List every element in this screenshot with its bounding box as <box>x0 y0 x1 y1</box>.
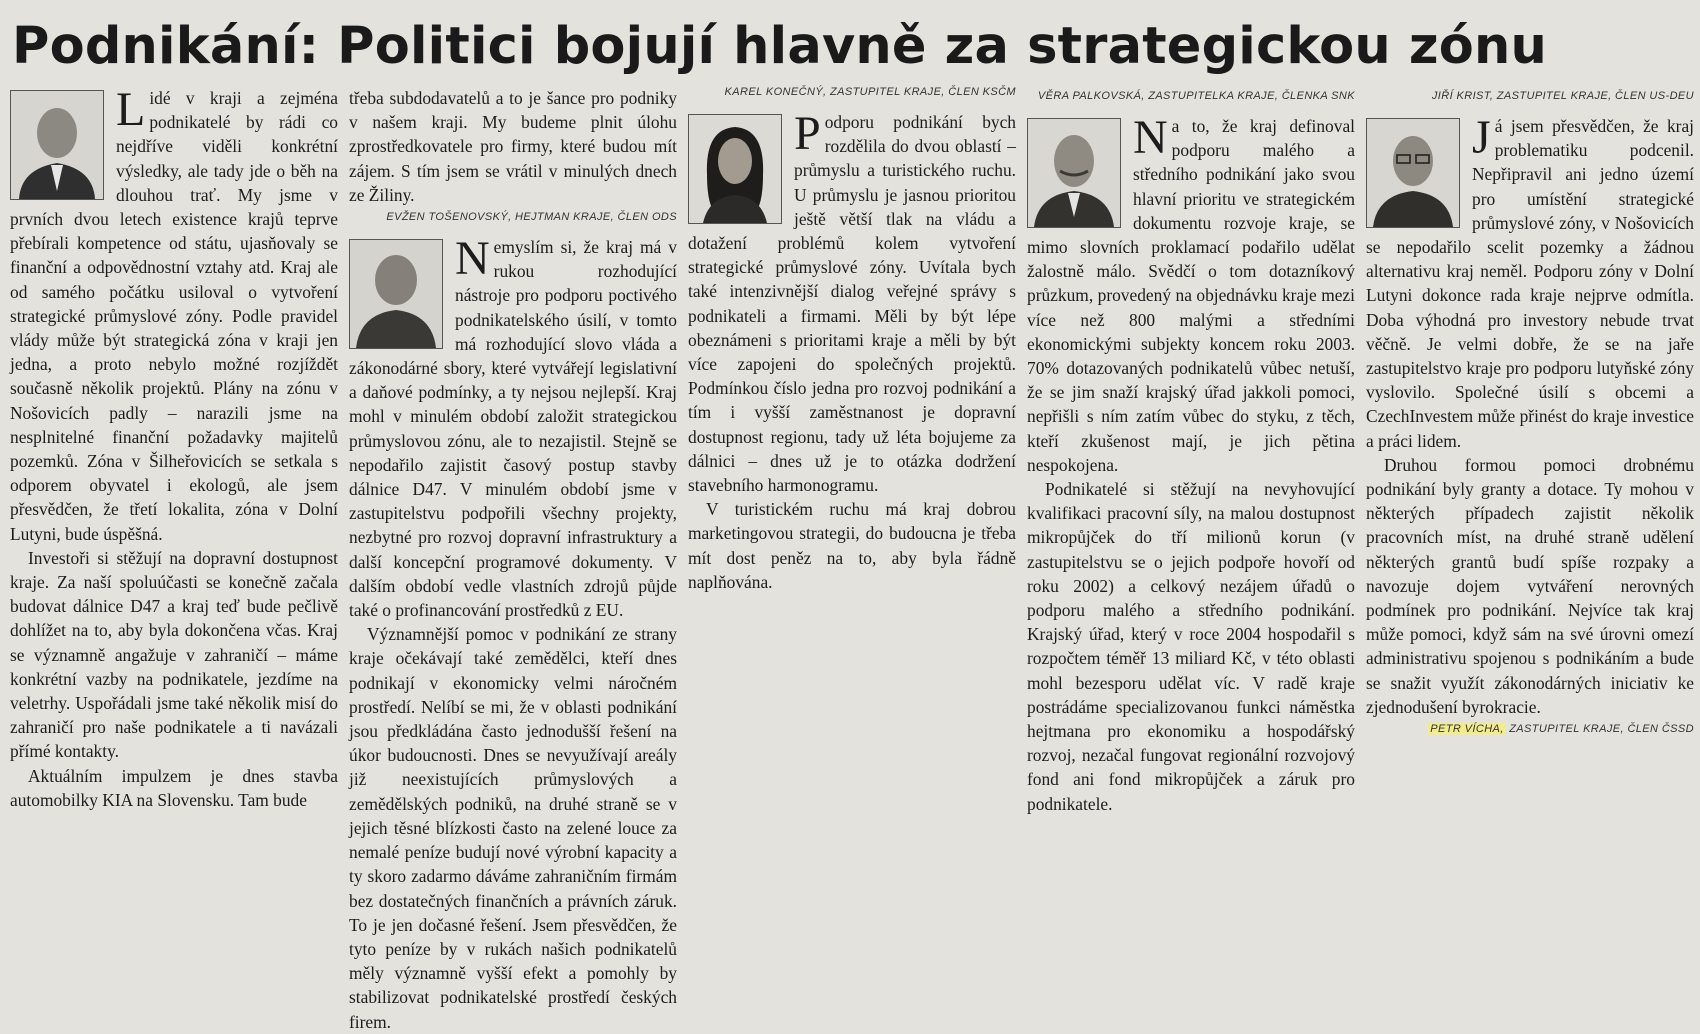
dropcap: N <box>455 232 490 286</box>
paragraph-text: emyslím si, že kraj má v rukou rozhodující nástroje pro podporu poctivého podnikatelského úsilí, v tomto má rozhodující slovo vláda a zákonodárné sbory, které vytvářejí legislativní a daňové podmínky, a ty nejsou nejlepší. Kraj mohl v minulém období založit strategickou průmyslovou zónu, ale to nezajistil. Stejně se nepodařilo zajistit časový postup stavby dálnice D47. V minulém období jsme v zastupitelstvu podpořili všechny projekty, nezbytné pro rozvoj dopravní infrastruktury a další koncepční programové dokumenty. V dalším období vedle vlastních zdrojů půjde také o profinancování prostředků z EU. <box>349 237 677 621</box>
article-palkovska-p2: V turistickém ruchu má kraj dobrou marketingovou strategii, do budoucna je třeba mít dost peněz na to, aby byla řádně naplňována. <box>688 499 1016 592</box>
column-4 <box>1027 86 1355 824</box>
column-2 <box>349 86 677 1032</box>
dropcap: L <box>116 83 146 136</box>
column-5 <box>1366 86 1694 824</box>
byline-tosenovsky: EVŽEN TOŠENOVSKÝ, HEJTMAN KRAJE, ČLEN ODS <box>386 211 677 224</box>
dropcap: P <box>794 107 821 160</box>
portrait-photo-krist <box>1027 118 1121 228</box>
byline-palkovska: VĚRA PALKOVSKÁ, ZASTUPITELKA KRAJE, ČLENKA SNK <box>1037 90 1355 102</box>
byline-krist: JIŘÍ KRIST, ZASTUPITEL KRAJE, ČLEN US-DEU <box>1431 90 1694 102</box>
dropcap: J <box>1472 111 1491 164</box>
portrait-photo-vicha <box>1366 118 1460 228</box>
dropcap: N <box>1133 111 1168 164</box>
paragraph-text: odporu podnikání bych rozdělila do dvou oblastí – průmyslu a turistického ruchu. U průmyslu je jasnou prioritou ještě větší tlak na vládu a dotažení problémů kolem vytvoření strategické průmyslové zóny. Uvítala bych také intenzivnější dialog veřejné správy s podnikateli a firmami. Měli by být lépe obeznámeni s prioritami kraje a měli by být více zapojeni do společných projektů. Podmínkou číslo jedna pro rozvoj podnikání a tím i vyšší zaměstnanost je dopravní dostupnost regionu, tady už léta bojujeme za dálnici – dnes už je to otázka dodržení stavebního harmonogramu. <box>688 112 1016 496</box>
portrait-photo-palkovska <box>688 114 782 224</box>
headline: Podnikání: Politici bojují hlavně za strategickou zónu <box>12 17 1547 76</box>
byline-vicha-role: ZASTUPITEL KRAJE, ČLEN ČSSD <box>1505 723 1694 736</box>
article-tosenovsky-p2: Investoři si stěžují na dopravní dostupnost kraje. Za naší spoluúčasti se konečně začala budovat dálnice D47 a kraj teď bude pečlivě dohlížet na to, aby byla dokončena včas. Kraj se významně angažuje v zahraničí – máme konkrétní vazby na podnikatele, jezdíme na veletrhy. Uspořádali jsme také několik misí do zahraničí pro naše podnikatele a ti navázali přímé kontakty. <box>10 547 338 762</box>
paragraph-text: á jsem přesvědčen, že kraj problematiku podcenil. Nepřipravil ani jedno území pro umístění strategické průmyslové zóny, v Nošovicích se nepodařilo scelit pozemky a žádnou alternativu kraj neměl. Podporu zóny v Dolní Lutyni dokonce rada kraje nejprve odmítla. Doba výhodná pro investory nebude trvat věčně. Je velmi dobře, že se na jaře zastupitelstvo kraje pro podporu lutyňské zóny vyslovilo. Společné úsilí s obcemi a CzechInvestem může přinést do kraje investice a práci lidem. <box>1366 116 1694 451</box>
article-tosenovsky-p4: třeba subdodavatelů a to je šance pro podniky v našem kraji. My budeme plnit úlohu zprostředkovatele pro firmy, které budou mít zájem. S tím jsem se vrátil v minulých dnech ze Žiliny. <box>349 88 677 205</box>
column-1 <box>10 83 338 824</box>
paragraph-text: idé v kraji a zejména podnikatelé by rádi co nejdříve viděli konkrétní výsledky, ale tady jde o běh na dlouhou trať. My jsme v prvních dvou letech existence krajů teprve přebírali kompetence od státu, ujasňovaly se finanční a odpovědnostní vztahy atd. Kraj ale od samého počátku usiloval o vytvoření strategické průmyslové zóny. Podle pravidel vlády může být strategická zóna v kraji jen jedna, a proto nebylo možné rozjíždět současně několik projektů. Plány na zónu v Nošovicích padly – narazili jsme na nesplnitelné finanční požadavky majitelů pozemků. Zóna v Šilheřovicích se setkala s odporem obyvatel i ekologů, ale jsem přesvědčen, že třetí lokalita, zóna v Dolní Lutyni, bude úspěšná. <box>10 88 338 544</box>
article-krist-p2: Podnikatelé si stěžují na nevyhovující kvalifikaci pracovní síly, na malou dostupnost mikropůjček do tří milionů korun (v zastupitelstvu se o jejich podpoře hovoří od roku 2002) a celkový nezájem úřadů o podporu malého a středního podnikání. Krajský úřad, který v roce 2004 hospodařil s rozpočtem téměř 13 miliard Kč, v této oblasti mohl bezesporu udělat víc. V radě kraje postrádáme specializovanou funkci náměstka hejtmana pro ekonomiku a hospodářský rozvoj, nezačal fungovat regionální rozvojový fond ani fond mikropůjček a záruk pro podnikatele. <box>1027 479 1355 814</box>
paragraph-text: a to, že kraj definoval podporu malého a středního podnikání jako svou hlavní prioritu ve strategickém dokumentu rozvoje kraje, se mimo slovních proklamací podařilo udělat žalostně málo. Svědčí o tom dotazníkový průzkum, provedený na objednávku kraje mezi více než 800 malými a středními ekonomickými subjekty koncem roku 2003. 70% dotazovaných podnikatelů vůbec netuší, že se jim snaží krajský úřad jakkoli pomoci, nepřišli s ním zatím vůbec do styku, z těch, kteří zkušenost mají, je jich pětina nespokojena. <box>1027 116 1355 475</box>
byline-konecny: KAREL KONEČNÝ, ZASTUPITEL KRAJE, ČLEN KSČM <box>724 86 1016 98</box>
byline-vicha-name: PETR VÍCHA, <box>1430 723 1504 736</box>
column-3 <box>688 86 1016 824</box>
article-vicha-p2: Druhou formou pomoci drobnému podnikání byly granty a dotace. Ty mohou v některých případech zajistit několik pracovních míst, na druhé straně udělení některých grantů budí spíše rozpaky a navozuje dojem vytváření nerovných podmínek pro podnikání. Nejvíce tak kraj může pomoci, když sám na své úrovni omezí administrativu spojenou s podnikáním a bude se snažit využít zákonodárných iniciativ ke zjednodušení byrokracie. <box>1366 454 1694 717</box>
portrait-photo-konecny <box>349 239 443 349</box>
article-tosenovsky-p3: Aktuálním impulzem je dnes stavba automobilky KIA na Slovensku. Tam bude <box>10 765 338 810</box>
article-konecny-p2: Významnější pomoc v podnikání ze strany kraje očekávají také zemědělci, kteří dnes podnikají v ekonomicky velmi náročném prostředí. Nelíbí se mi, že v oblasti podnikání jsou předkládána často jednodušší řešení na úkor budoucnosti. Dnes se nevyužívají areály již neexistujících průmyslových a zemědělských podniků, na druhé straně se v jejich těsné blízkosti často na zelené louce za nemalé peníze budují nové výrobní kapacity a ty skoro zadarmo dáváme zahraničním firmám bez dostatečných finančních a právních záruk. To je jen dočasné řešení. Jsem přesvědčen, že tyto peníze by v rukách našich podnikatelů měly významně vyšší efekt a pomohly by stabilizovat podnikatelské prostředí českých firem. <box>349 624 677 1032</box>
portrait-photo-tosenovsky <box>10 90 104 200</box>
byline-vicha <box>1366 723 1694 735</box>
